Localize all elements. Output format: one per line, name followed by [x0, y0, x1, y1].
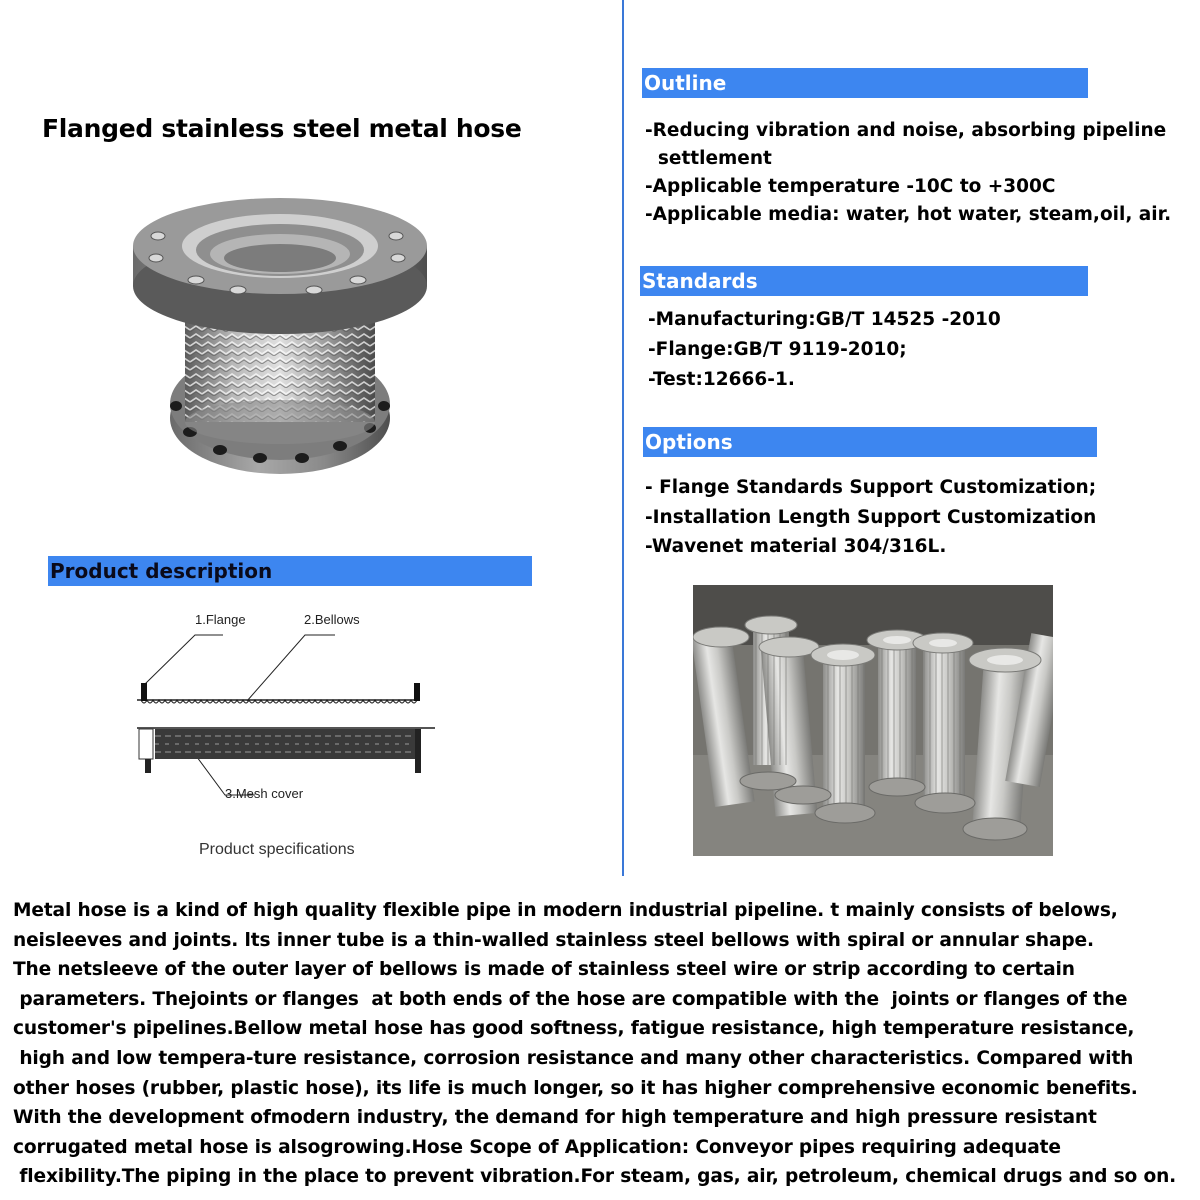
product-description-paragraph — [13, 896, 1200, 1192]
options-item: -Wavenet material 304/316L. — [645, 536, 947, 557]
outline-item: -Reducing vibration and noise, absorbing pipeline — [645, 120, 1167, 141]
label-flange: 1.Flange — [195, 612, 246, 627]
warehouse-photo — [693, 585, 1053, 856]
paragraph-line: The netsleeve of the outer layer of bellows is made of stainless steel wire or strip according to certain — [13, 959, 1075, 981]
label-bellows: 2.Bellows — [304, 612, 360, 627]
options-header: Options — [643, 427, 1097, 457]
paragraph-line: corrugated metal hose is alsogrowing.Hose Scope of Application: Conveyor pipes requiring adequate — [13, 1136, 1061, 1158]
paragraph-line: other hoses (rubber, plastic hose), its life is much longer, so it has higher comprehensive economic benefits. — [13, 1077, 1138, 1099]
hose-cross-section-diagram — [125, 605, 435, 805]
paragraph-line: Metal hose is a kind of high quality flexible pipe in modern industrial pipeline. t mainly consists of belows, — [13, 900, 1118, 921]
standards-item: -Flange:GB/T 9119-2010; — [648, 339, 907, 360]
outline-item: -Applicable media: water, hot water, steam,oil, air. — [645, 204, 1172, 225]
product-description-header: Product description — [48, 556, 532, 586]
label-mesh-cover: 3.Mesh cover — [225, 786, 304, 801]
paragraph-line: neisleeves and joints. lts inner tube is a thin-walled stainless steel bellows with spiral or annular shape. — [13, 929, 1094, 951]
paragraph-line: parameters. Thejoints or flanges at both ends of the hose are compatible with the joints or flanges of the — [13, 988, 1128, 1010]
outline-list — [645, 117, 1171, 229]
options-list — [645, 473, 1096, 562]
outline-item: -Applicable temperature -10C to +300C — [645, 176, 1056, 197]
standards-header: Standards — [640, 266, 1088, 296]
standards-item: -Manufacturing:GB/T 14525 -2010 — [648, 309, 1001, 330]
paragraph-line: customer's pipelines.Bellow metal hose has good softness, fatigue resistance, high temperature resistance, — [13, 1018, 1135, 1040]
paragraph-line: high and low tempera-ture resistance, corrosion resistance and many other characteristics. Compared with — [13, 1047, 1134, 1069]
standards-list — [648, 305, 1001, 395]
product-spec-diagram — [125, 605, 435, 805]
paragraph-line: With the development ofmodern industry, the demand for high temperature and high pressure resistant — [13, 1107, 1097, 1129]
product-specifications-caption: Product specifications — [199, 841, 355, 858]
outline-header: Outline — [642, 68, 1088, 98]
paragraph-line: flexibility.The piping in the place to prevent vibration.For steam, gas, air, petroleum, chemical drugs and so on. — [13, 1166, 1177, 1188]
product-photo — [130, 196, 430, 478]
page-title: Flanged stainless steel metal hose — [42, 114, 522, 143]
column-divider — [622, 0, 624, 876]
outline-item: settlement — [645, 148, 772, 169]
options-item: -Installation Length Support Customization — [645, 506, 1097, 528]
standards-item: -Test:12666-1. — [648, 369, 795, 390]
options-item: - Flange Standards Support Customization; — [645, 477, 1097, 498]
